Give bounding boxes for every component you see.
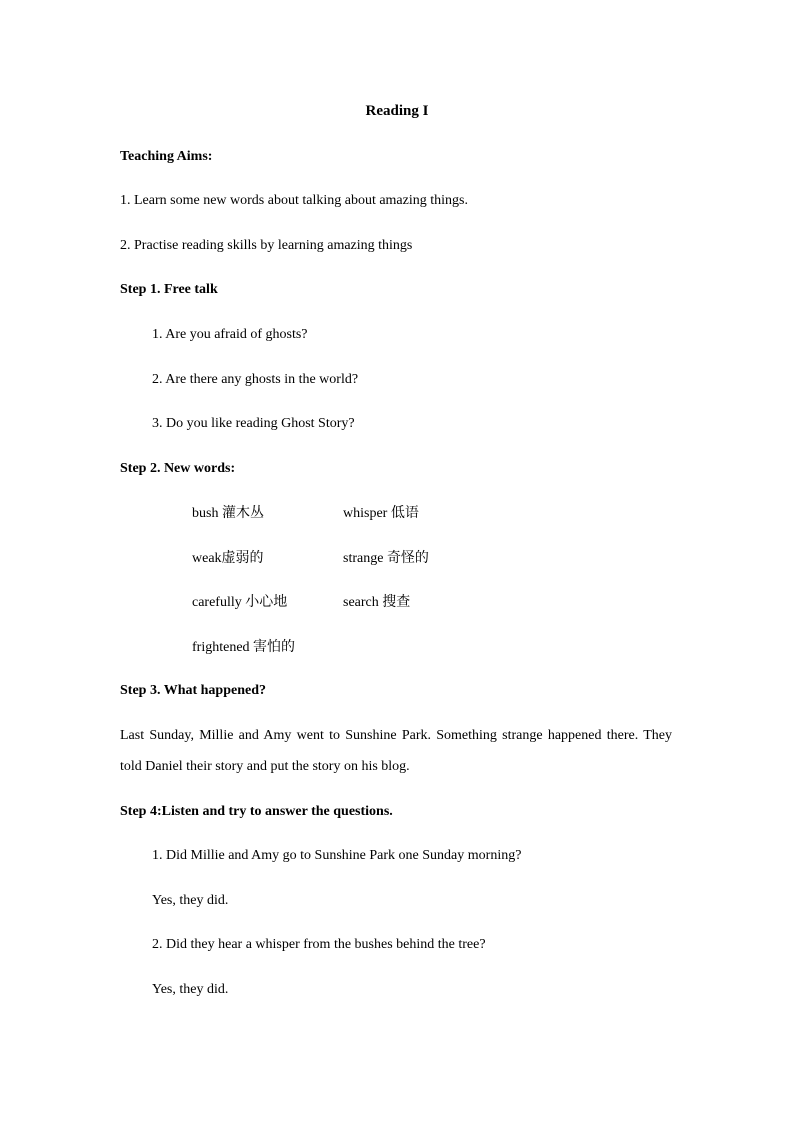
step2-heading: Step 2. New words: [120, 461, 236, 476]
step3-heading: Step 3. What happened? [120, 683, 267, 698]
teaching-aim-item: 1. Learn some new words about talking about amazing things. [120, 193, 468, 208]
listening-answer: Yes, they did. [152, 893, 229, 908]
teaching-aim-item: 2. Practise reading skills by learning amazing things [120, 238, 413, 253]
listening-question: 2. Did they hear a whisper from the bushes behind the tree? [152, 937, 486, 952]
vocab-chinese: 害怕的 [253, 639, 296, 655]
vocab-english: bush [192, 506, 219, 521]
vocab-entry [343, 549, 429, 568]
vocab-entry [192, 593, 287, 612]
vocab-chinese: 灌木丛 [221, 505, 264, 521]
vocab-chinese: 低语 [390, 505, 419, 521]
listening-answer: Yes, they did. [152, 982, 229, 997]
story-paragraph: Last Sunday, Millie and Amy went to Sunshine Park. Something strange happened there. They told Daniel their story and put the story on his blog. [120, 728, 672, 774]
vocab-english: whisper [343, 506, 388, 521]
vocab-english: strange [343, 551, 384, 566]
vocab-entry [192, 549, 264, 568]
teaching-aims-heading: Teaching Aims: [120, 149, 213, 164]
vocab-english: carefully [192, 595, 242, 610]
vocab-entry [343, 593, 410, 612]
free-talk-question: 1. Are you afraid of ghosts? [152, 327, 308, 342]
listening-question: 1. Did Millie and Amy go to Sunshine Park one Sunday morning? [152, 848, 522, 863]
vocab-entry [192, 638, 295, 657]
vocab-chinese: 虚弱的 [221, 550, 264, 566]
vocab-chinese: 奇怪的 [386, 550, 429, 566]
vocab-entry [192, 504, 264, 523]
vocab-english: weak [192, 551, 222, 566]
vocab-chinese: 搜查 [382, 594, 411, 610]
vocab-entry [343, 504, 419, 523]
vocab-english: search [343, 595, 379, 610]
page-title: Reading I [365, 103, 429, 119]
free-talk-question: 3. Do you like reading Ghost Story? [152, 416, 355, 431]
free-talk-question: 2. Are there any ghosts in the world? [152, 372, 359, 387]
step1-heading: Step 1. Free talk [120, 282, 218, 297]
vocab-english: frightened [192, 640, 250, 655]
vocab-chinese: 小心地 [245, 594, 288, 610]
step4-heading: Step 4:Listen and try to answer the questions. [120, 804, 393, 819]
